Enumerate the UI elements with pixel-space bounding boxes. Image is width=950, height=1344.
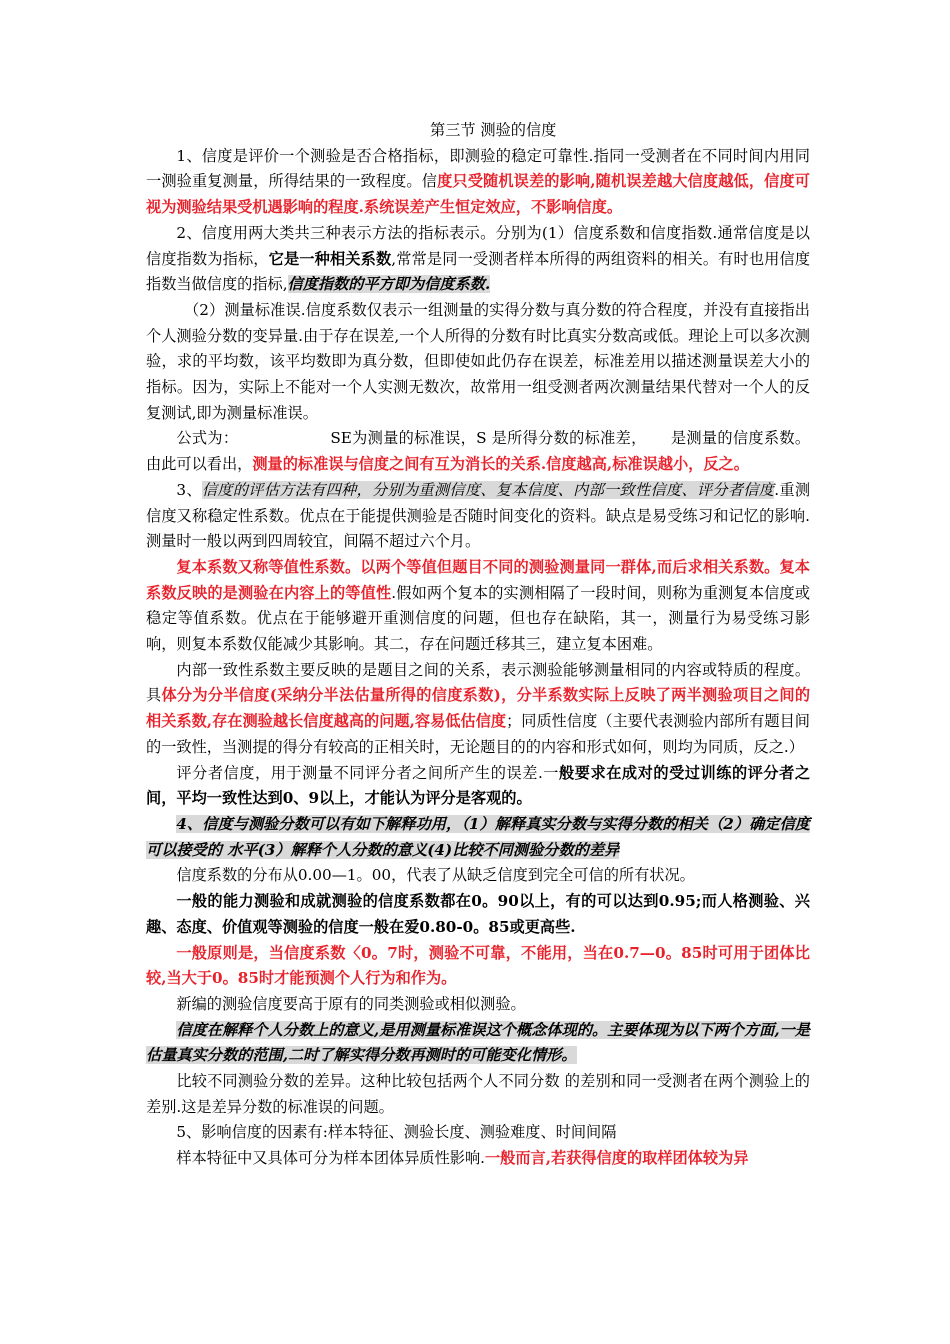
paragraph-11: 一般的能力测验和成就测验的信度系数都在0。90以上，有的可以达到0.95;而人格测验、兴趣、态度、价值观等测验的信度一般在爱0.80-0。85或更高些. [146,892,810,936]
paragraph-5 [146,478,810,555]
emphasis-red: 一般而言,若获得信度的取样团体较为异 [484,1149,749,1168]
paragraph-15: 比较不同测验分数的差异。这种比较包括两个人不同分数 的差别和同一受测者在两个测验上的差别.这是差异分数的标准误的问题。 [146,1072,810,1116]
paragraph-12 [146,941,810,992]
paragraph-7 [146,658,810,761]
emphasis-highlight: 信度的评估方法有四种，分别为重测信度、复本信度、内部一致性信度、评分者信度 [201,480,775,499]
emphasis-highlight: 4、信度与测验分数可以有如下解释功用，（1）解释真实分数与实得分数的相关（2）确定信度可以接受的 水平(3）解释个人分数的意义(4)比较不同测验分数的差异 [146,814,810,859]
paragraph-10: 信度系数的分布从0.00—1。00，代表了从缺乏信度到完全可信的所有状况。 [176,866,695,885]
text-run: 2、信度用两大类共三种表示方法的指标表示。分别为(1）信度系数和信度指数.通常信度是以信度指数为指标， [146,223,810,268]
paragraph-14 [146,1018,810,1069]
text-run: .重测信度又称稳定性系数。优点在于能提供测验是否随时间变化的资料。缺点是易受练习和记忆的影响.测量时一般以两到四周较宜，间隔不超过六个月。 [146,480,811,551]
emphasis-red: 体分为分半信度(采纳分半法估量所得的信度系数)，分半系数实际上反映了两半测验项目之间的相关系数,存在测验越长信度越高的问题,容易低估信度 [146,686,811,731]
text-run: 公式为： [176,429,239,448]
text-run: ；同质性信度（主要代表测验内部所有题目间的一致性，当测提的得分有较高的正相关时，无论题目的的内容和形式如何，则均为同质，反之.） [146,712,810,756]
emphasis-red: 度只受随机误差的影响,随机误差越大信度越低，信度可视为测验结果受机遇影响的程度.系统误差产生恒定效应，不影响信度。 [146,172,810,217]
emphasis-red: 一般原则是，当信度系数〈0。7时，测验不可靠，不能用，当在0.7—0。85时可用于团体比较,当大于0。85时才能预测个人行为和作为。 [146,943,810,988]
emphasis-highlight: 信度在解释个人分数上的意义,是用测量标准误这个概念体现的。主要体现为以下两个方面,一是估量真实分数的范围,二时了解实得分数再测时的可能变化情形。 [146,1020,810,1065]
text-run: 1、信度是评价一个测验是否合格指标，即测验的稳定可靠性.指同一受测者在不同时间内用同一测验重复测量，所得结果的一致程度。信 [146,146,810,191]
text-run: 样本特征中又具体可分为样本团体异质性影响. [176,1149,485,1168]
text-run: .假如两个复本的实测相隔了一段时间，则称为重测复本信度或稳定等值系数。优点在于能够避开重测信度的问题，但也存在缺陷，其一，测量行为易受练习影响，则复本系数仅能减少其影响。其二，存在问题迁移其三，建立复本困难。 [146,583,811,654]
paragraph-9 [146,812,810,863]
emphasis-bold: 般要求在成对的受过训练的评分者之间，平均一致性达到0、9以上，才能认为评分是客观的。 [146,763,811,808]
emphasis-bold: 它是一种相关系数 [268,249,392,268]
text-run: ,常常是同一受测者样本所得的两组资料的相关。有时也用信度指数当做信度的指标, [146,249,811,294]
text-run: 3、 [176,480,202,499]
paragraph-3: （2）测量标准误.信度系数仅表示一组测量的实得分数与真分数的符合程度，并没有直接指出个人测验分数的变异量.由于存在误差,一个人所得的分数有时比真实分数高或低。理论上可以多次测验，求的平均数，该平均数即为真分数，但即使如此仍存在误差，标准差用以描述测量误差大小的指标。因为，实际上不能对一个人实测无数次，故常用一组受测者两次测量结果代替对一个人的反复测试,即为测量标准误。 [146,300,810,422]
paragraph-1 [146,144,810,221]
paragraph-4 [146,426,810,477]
text-run: 评分者信度，用于测量不同评分者之间所产生的误差.一 [176,763,560,782]
text-run: 内部一致性系数主要反映的是题目之间的关系，表示测验能够测量相同的内容或特质的程度。具 [146,660,810,705]
paragraph-2 [146,221,810,298]
paragraph-13: 新编的测验信度要高于原有的同类测验或相似测验。 [176,994,526,1013]
text-run: SE为测量的标准误，S 是所得分数的标准差， [330,429,647,448]
emphasis-highlight: 信度指数的平方即为信度系数. [287,275,491,294]
emphasis-red: 测量的标准误与信度之间有互为消长的关系.信度越高,标准误越小，反之。 [252,455,749,474]
text-run: 是测量的信度系数。由此可以看出， [146,429,811,474]
paragraph-6 [146,555,810,658]
paragraph-17 [146,1146,810,1172]
emphasis-red: 复本系数又称等值性系数。以两个等值但题目不同的测验测量同一群体,而后求相关系数。复本系数反映的是测验在内容上的等值性 [146,557,810,602]
paragraph-8 [146,761,810,812]
page-title: 第三节 测验的信度 [430,121,557,139]
paragraph-16: 5、影响信度的因素有:样本特征、测验长度、测验难度、时间间隔 [176,1123,617,1142]
